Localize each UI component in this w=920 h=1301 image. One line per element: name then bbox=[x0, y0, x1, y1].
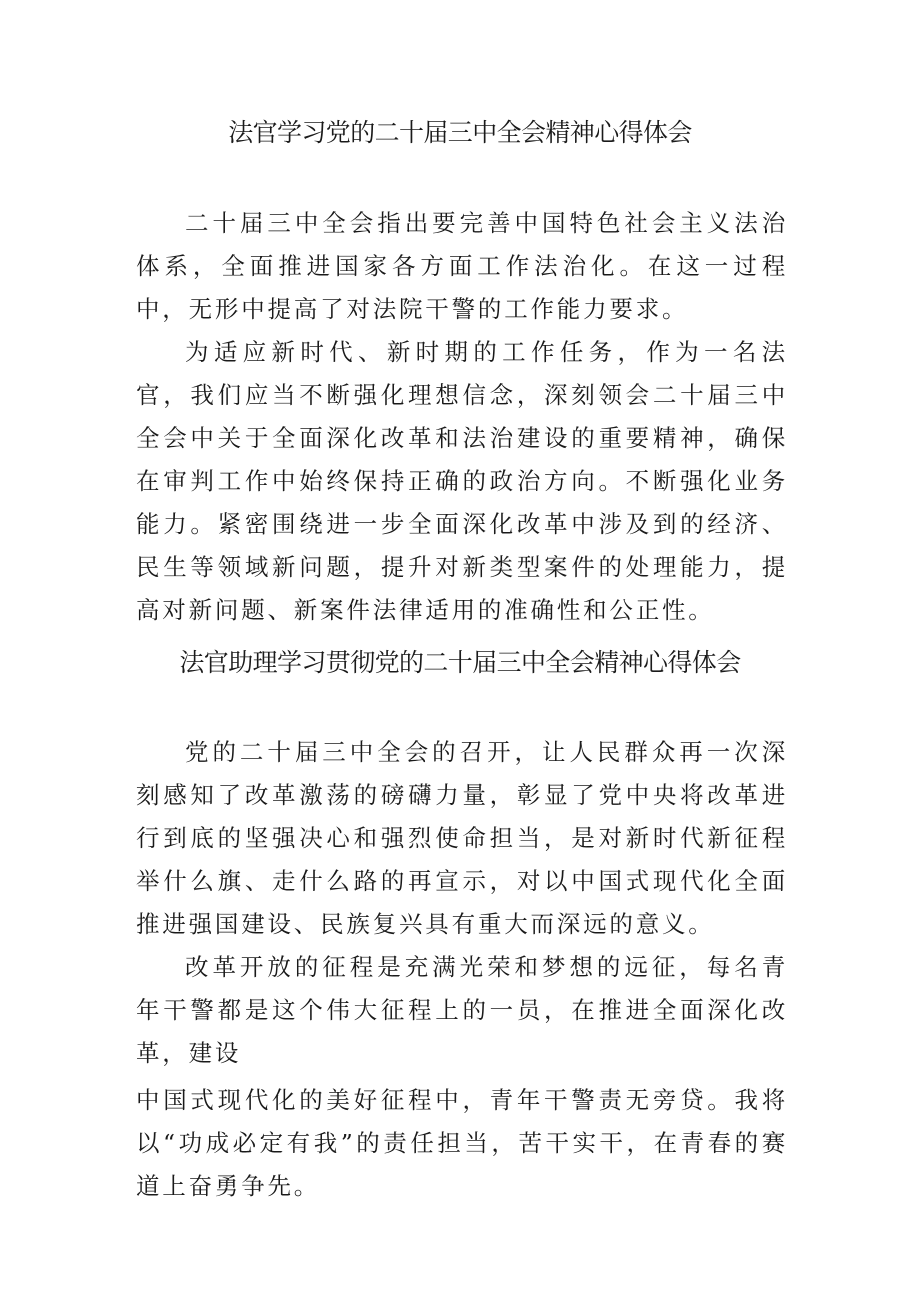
section-title: 法官助理学习贯彻党的二十届三中全会精神心得体会 bbox=[179, 648, 741, 677]
paragraph-continuation: 中国式现代化的美好征程中，青年干警责无旁贷。我将以“功成必定有我”的责任担当，苦干实干，在青春的赛道上奋勇争先。 bbox=[136, 1086, 788, 1200]
paragraph: 党的二十届三中全会的召开，让人民群众再一次深刻感知了改革激荡的磅礴力量，彰显了党中央将改革进行到底的坚强决心和强烈使命担当，是对新时代新征程举什么旗、走什么路的再宣示，对以中国式现代化全面推进强国建设、民族复兴具有重大而深远的意义。 bbox=[136, 738, 788, 938]
paragraph: 二十届三中全会指出要完善中国特色社会主义法治体系，全面推进国家各方面工作法治化。在这一过程中，无形中提高了对法院干警的工作能力要求。 bbox=[136, 209, 788, 323]
paragraph: 改革开放的征程是充满光荣和梦想的远征，每名青年干警都是这个伟大征程上的一员，在推进全面深化改革，建设 bbox=[136, 953, 788, 1067]
paragraph: 为适应新时代、新时期的工作任务，作为一名法官，我们应当不断强化理想信念，深刻领会二十届三中全会中关于全面深化改革和法治建设的重要精神，确保在审判工作中始终保持正确的政治方向。不断强化业务能力。紧密围绕进一步全面深化改革中涉及到的经济、民生等领域新问题，提升对新类型案件的处理能力，提高对新问题、新案件法律适用的准确性和公正性。 bbox=[136, 338, 788, 624]
section-title: 法官学习党的二十届三中全会精神心得体会 bbox=[228, 118, 692, 147]
